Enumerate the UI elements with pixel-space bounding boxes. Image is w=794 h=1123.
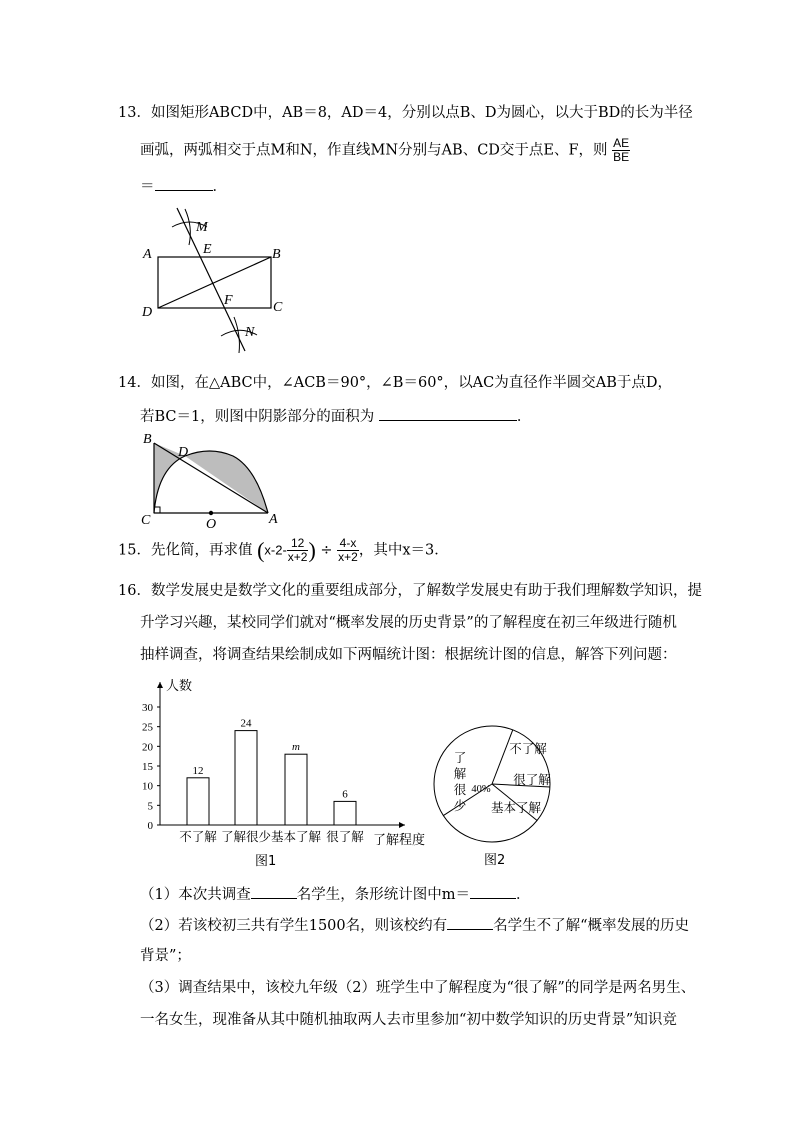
label-c: C bbox=[141, 513, 151, 528]
label-b: B bbox=[272, 247, 281, 262]
q13-fraction bbox=[612, 137, 630, 164]
shaded-region-right bbox=[185, 451, 268, 513]
label-e: E bbox=[203, 242, 212, 257]
q15-div-sign: ÷ bbox=[320, 542, 333, 559]
q15-fraction-1 bbox=[287, 537, 309, 564]
q15-expr-a: x-2- bbox=[264, 542, 287, 558]
label-m: M bbox=[196, 220, 208, 235]
q13-line1: 13．如图矩形ABCD中，AB＝8，AD＝4，分别以点B、D为圆心，以大于BD的长为半径 bbox=[118, 105, 693, 121]
label-n: N bbox=[245, 325, 255, 340]
label-a: A bbox=[143, 247, 152, 262]
q13-figure bbox=[135, 203, 295, 363]
x-category-label: 基本了解 bbox=[270, 829, 322, 844]
pie-chart bbox=[432, 722, 562, 867]
label-a: A bbox=[269, 512, 278, 527]
q16-sub2-a: （2）若该校初三共有学生1500名，则该校约有 bbox=[140, 918, 448, 934]
q14-line2 bbox=[140, 406, 531, 427]
q14-period: ． bbox=[516, 409, 532, 425]
q16-line2: 升学习兴趣，某校同学们就对“概率发展的历史背景”的了解程度在初三年级进行随机 bbox=[140, 615, 677, 631]
bar-chart-caption: 图1 bbox=[255, 854, 277, 869]
label-d: D bbox=[142, 305, 153, 320]
q16-sub1-a: （1）本次共调查 bbox=[140, 887, 251, 903]
q16-line1: 16．数学发展史是数学文化的重要组成部分，了解数学发展史有助于我们理解数学知识，提 bbox=[118, 583, 702, 599]
x-category-label: 了解很少 bbox=[220, 829, 272, 844]
x-category-label: 很了解 bbox=[326, 829, 364, 844]
bar-chart-ylabel: 人数 bbox=[166, 679, 193, 694]
q15-frac1-den: x+2 bbox=[287, 550, 308, 564]
q15-close-paren: ) bbox=[308, 537, 316, 563]
q15-line bbox=[118, 537, 449, 564]
q13-frac-num: AE bbox=[613, 136, 630, 150]
bar-value-label: m bbox=[292, 741, 300, 754]
bar-value-label: 12 bbox=[192, 764, 204, 777]
bar-2 bbox=[235, 731, 257, 825]
pie-chart-caption: 图2 bbox=[484, 853, 506, 867]
q15-open-paren: ( bbox=[257, 537, 265, 563]
q16-sub2-cont: 背景”； bbox=[140, 948, 191, 964]
q13-answer-blank[interactable] bbox=[155, 176, 213, 191]
y-tick-label: 30 bbox=[142, 702, 153, 714]
q14-figure bbox=[138, 428, 288, 530]
q14-line1: 14．如图，在△ABC中，∠ACB＝90°，∠B＝60°，以AC为直径作半圆交AB于点D， bbox=[118, 375, 672, 391]
q13-line3 bbox=[140, 176, 227, 197]
label-f: F bbox=[224, 293, 233, 308]
pie-percent-label: 40% bbox=[471, 784, 491, 795]
label-b: B bbox=[143, 432, 152, 447]
q14-line2-text: 若BC＝1，则图中阴影部分的面积为 bbox=[140, 409, 375, 425]
pie-chart-marks bbox=[434, 726, 551, 842]
q15-prefix: 15．先化简，再求值 bbox=[118, 542, 253, 559]
q13-frac-den: BE bbox=[613, 150, 630, 164]
bar-value-label: 24 bbox=[240, 717, 252, 730]
bar-4 bbox=[334, 801, 356, 825]
label-c: C bbox=[273, 300, 283, 315]
y-tick-label: 0 bbox=[147, 820, 153, 832]
x-category-label: 不了解 bbox=[179, 829, 217, 844]
q16-sub1 bbox=[140, 884, 530, 905]
y-axis-arrow bbox=[157, 682, 163, 688]
q13-equals: ＝ bbox=[140, 179, 155, 195]
q16-sub1-blank-2[interactable] bbox=[470, 884, 516, 899]
line-mn bbox=[177, 208, 245, 351]
q13-period: ． bbox=[212, 179, 227, 195]
q16-sub3-line1: （3）调查结果中，该校九年级（2）班学生中了解程度为“很了解”的同学是两名男生、 bbox=[140, 980, 696, 996]
q15-fraction-2 bbox=[337, 537, 359, 564]
y-tick-label: 25 bbox=[142, 721, 153, 734]
q16-sub2-blank[interactable] bbox=[447, 915, 493, 930]
q15-frac1-num: 12 bbox=[287, 537, 309, 551]
label-o: O bbox=[206, 517, 217, 530]
bar-chart-axes bbox=[142, 682, 405, 832]
bar-chart bbox=[125, 672, 435, 872]
q16-line3: 抽样调查，将调查结果绘制成如下两幅统计图：根据统计图的信息，解答下列问题： bbox=[140, 647, 677, 663]
pie-label-jiben-liaojie: 基本了解 bbox=[490, 800, 542, 815]
q13-line2-text: 画弧，两弧相交于点M和N，作直线MN分别与AB、CD交于点E、F，则 bbox=[140, 142, 608, 159]
q15-frac2-den: x+2 bbox=[338, 550, 358, 564]
q16-sub1-b: 名学生，条形统计图中m＝ bbox=[296, 887, 470, 903]
pie-label-hen-liaojie: 很了解 bbox=[513, 772, 551, 787]
q13-line2 bbox=[140, 137, 630, 164]
q16-sub2-b: 名学生不了解“概率发展的历史 bbox=[493, 918, 690, 934]
q16-sub3-line2: 一名女生，现准备从其中随机抽取两人去市里参加“初中数学知识的历史背景”知识竞 bbox=[140, 1012, 677, 1028]
pie-label-bu-liaojie: 不了解 bbox=[509, 741, 547, 756]
bar-value-label: 6 bbox=[342, 788, 348, 801]
label-d: D bbox=[178, 445, 189, 460]
arc-n-2 bbox=[234, 317, 239, 353]
y-tick-label: 5 bbox=[147, 800, 153, 813]
y-tick-label: 10 bbox=[142, 780, 153, 793]
y-tick-label: 15 bbox=[142, 761, 153, 773]
x-axis-arrow bbox=[399, 822, 405, 828]
q16-sub1-c: ． bbox=[515, 887, 531, 903]
q15-suffix: ，其中x＝3． bbox=[358, 542, 449, 559]
bar-chart-xlabel: 了解程度 bbox=[373, 833, 426, 848]
bar-3 bbox=[285, 754, 307, 825]
q16-sub2 bbox=[140, 915, 689, 936]
q16-sub1-blank-1[interactable] bbox=[251, 884, 297, 899]
q15-frac2-num: 4-x bbox=[337, 537, 359, 551]
center-o bbox=[209, 511, 213, 515]
bar-1 bbox=[187, 778, 209, 825]
q14-answer-blank[interactable] bbox=[379, 406, 517, 421]
pie-label-liaojie-henshao: 了解很少 bbox=[453, 750, 467, 813]
y-tick-label: 20 bbox=[142, 741, 153, 754]
diagonal-bd bbox=[158, 257, 271, 308]
